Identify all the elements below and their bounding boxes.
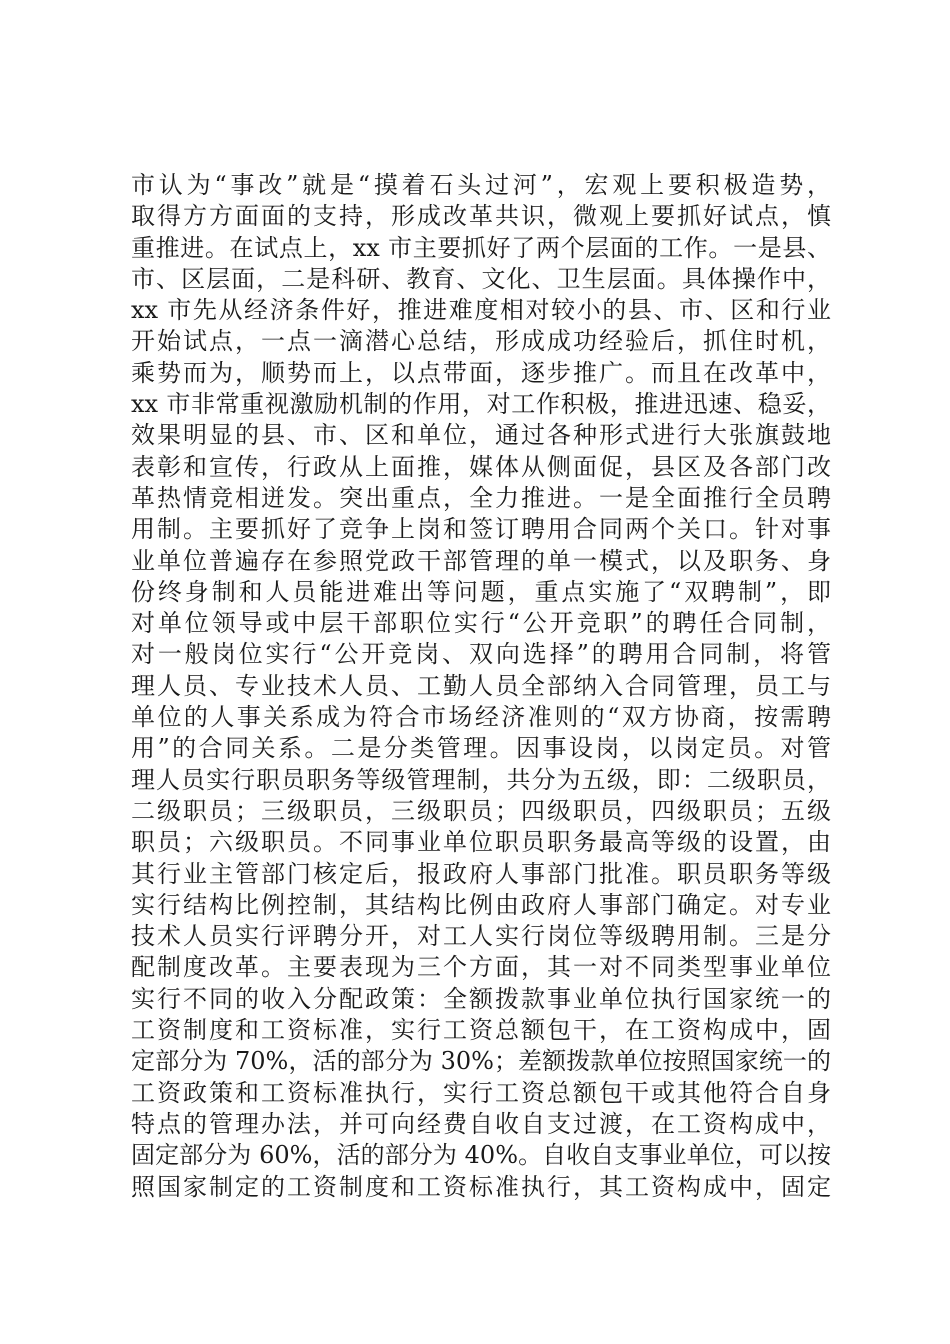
text-line: 理人员实行职员职务等级管理制，共分为五级，即：二级职员， — [131, 765, 831, 794]
text-line: 用”的合同关系。二是分类管理。因事设岗，以岗定员。对管 — [131, 734, 831, 763]
text-line: 对一般岗位实行“公开竞岗、双向选择”的聘用合同制，将管 — [131, 640, 831, 669]
text-line: 职员；六级职员。不同事业单位职员职务最高等级的设置，由 — [131, 828, 831, 857]
text-line: 表彰和宣传，行政从上面推，媒体从侧面促，县区及各部门改 — [131, 452, 831, 481]
text-line: 固定部分为 60%，活的部分为 40%。自收自支事业单位，可以按 — [131, 1141, 831, 1170]
text-line: 市认为“事改”就是“摸着石头过河”，宏观上要积极造势， — [131, 171, 831, 199]
text-line: 配制度改革。主要表现为三个方面，其一对不同类型事业单位 — [131, 953, 831, 982]
text-line: 实行结构比例控制，其结构比例由政府人事部门确定。对专业 — [131, 890, 831, 919]
text-line: 对单位领导或中层干部职位实行“公开竞职”的聘任合同制， — [131, 609, 831, 638]
text-line: 照国家制定的工资制度和工资标准执行，其工资构成中，固定 — [131, 1172, 831, 1201]
text-line: 取得方方面面的支持，形成改革共识，微观上要抓好试点，慎 — [131, 202, 831, 231]
text-line: xx 市非常重视激励机制的作用，对工作积极，推进迅速、稳妥， — [131, 390, 831, 419]
text-line: xx 市先从经济条件好，推进难度相对较小的县、市、区和行业 — [131, 296, 831, 325]
text-line: 重推进。在试点上，xx 市主要抓好了两个层面的工作。一是县、 — [131, 233, 831, 262]
text-line: 特点的管理办法，并可向经费自收自支过渡，在工资构成中， — [131, 1109, 831, 1138]
text-line: 二级职员；三级职员，三级职员；四级职员，四级职员；五级 — [131, 796, 831, 825]
text-line: 单位的人事关系成为符合市场经济准则的“双方协商，按需聘 — [131, 703, 831, 732]
text-line: 用制。主要抓好了竞争上岗和签订聘用合同两个关口。针对事 — [131, 515, 831, 544]
text-line: 市、区层面，二是科研、教育、文化、卫生层面。具体操作中， — [131, 264, 831, 293]
text-line: 实行不同的收入分配政策：全额拨款事业单位执行国家统一的 — [131, 984, 831, 1013]
text-line: 开始试点，一点一滴潜心总结，形成成功经验后，抓住时机， — [131, 327, 831, 356]
text-line: 份终身制和人员能进难出等问题，重点实施了“双聘制”，即 — [131, 577, 831, 606]
text-line: 其行业主管部门核定后，报政府人事部门批准。职员职务等级 — [131, 859, 831, 888]
text-line: 定部分为 70%，活的部分为 30%；差额拨款单位按照国家统一的 — [131, 1047, 831, 1076]
text-line: 乘势而为，顺势而上，以点带面，逐步推广。而且在改革中， — [131, 358, 831, 387]
text-line: 技术人员实行评聘分开，对工人实行岗位等级聘用制。三是分 — [131, 922, 831, 951]
body-paragraph — [131, 170, 831, 1203]
text-line: 效果明显的县、市、区和单位，通过各种形式进行大张旗鼓地 — [131, 421, 831, 450]
text-line: 工资制度和工资标准，实行工资总额包干，在工资构成中，固 — [131, 1016, 831, 1045]
text-line: 革热情竞相迸发。突出重点，全力推进。一是全面推行全员聘 — [131, 483, 831, 512]
text-line: 工资政策和工资标准执行，实行工资总额包干或其他符合自身 — [131, 1078, 831, 1107]
text-line: 理人员、专业技术人员、工勤人员全部纳入合同管理，员工与 — [131, 671, 831, 700]
text-line: 业单位普遍存在参照党政干部管理的单一模式，以及职务、身 — [131, 546, 831, 575]
